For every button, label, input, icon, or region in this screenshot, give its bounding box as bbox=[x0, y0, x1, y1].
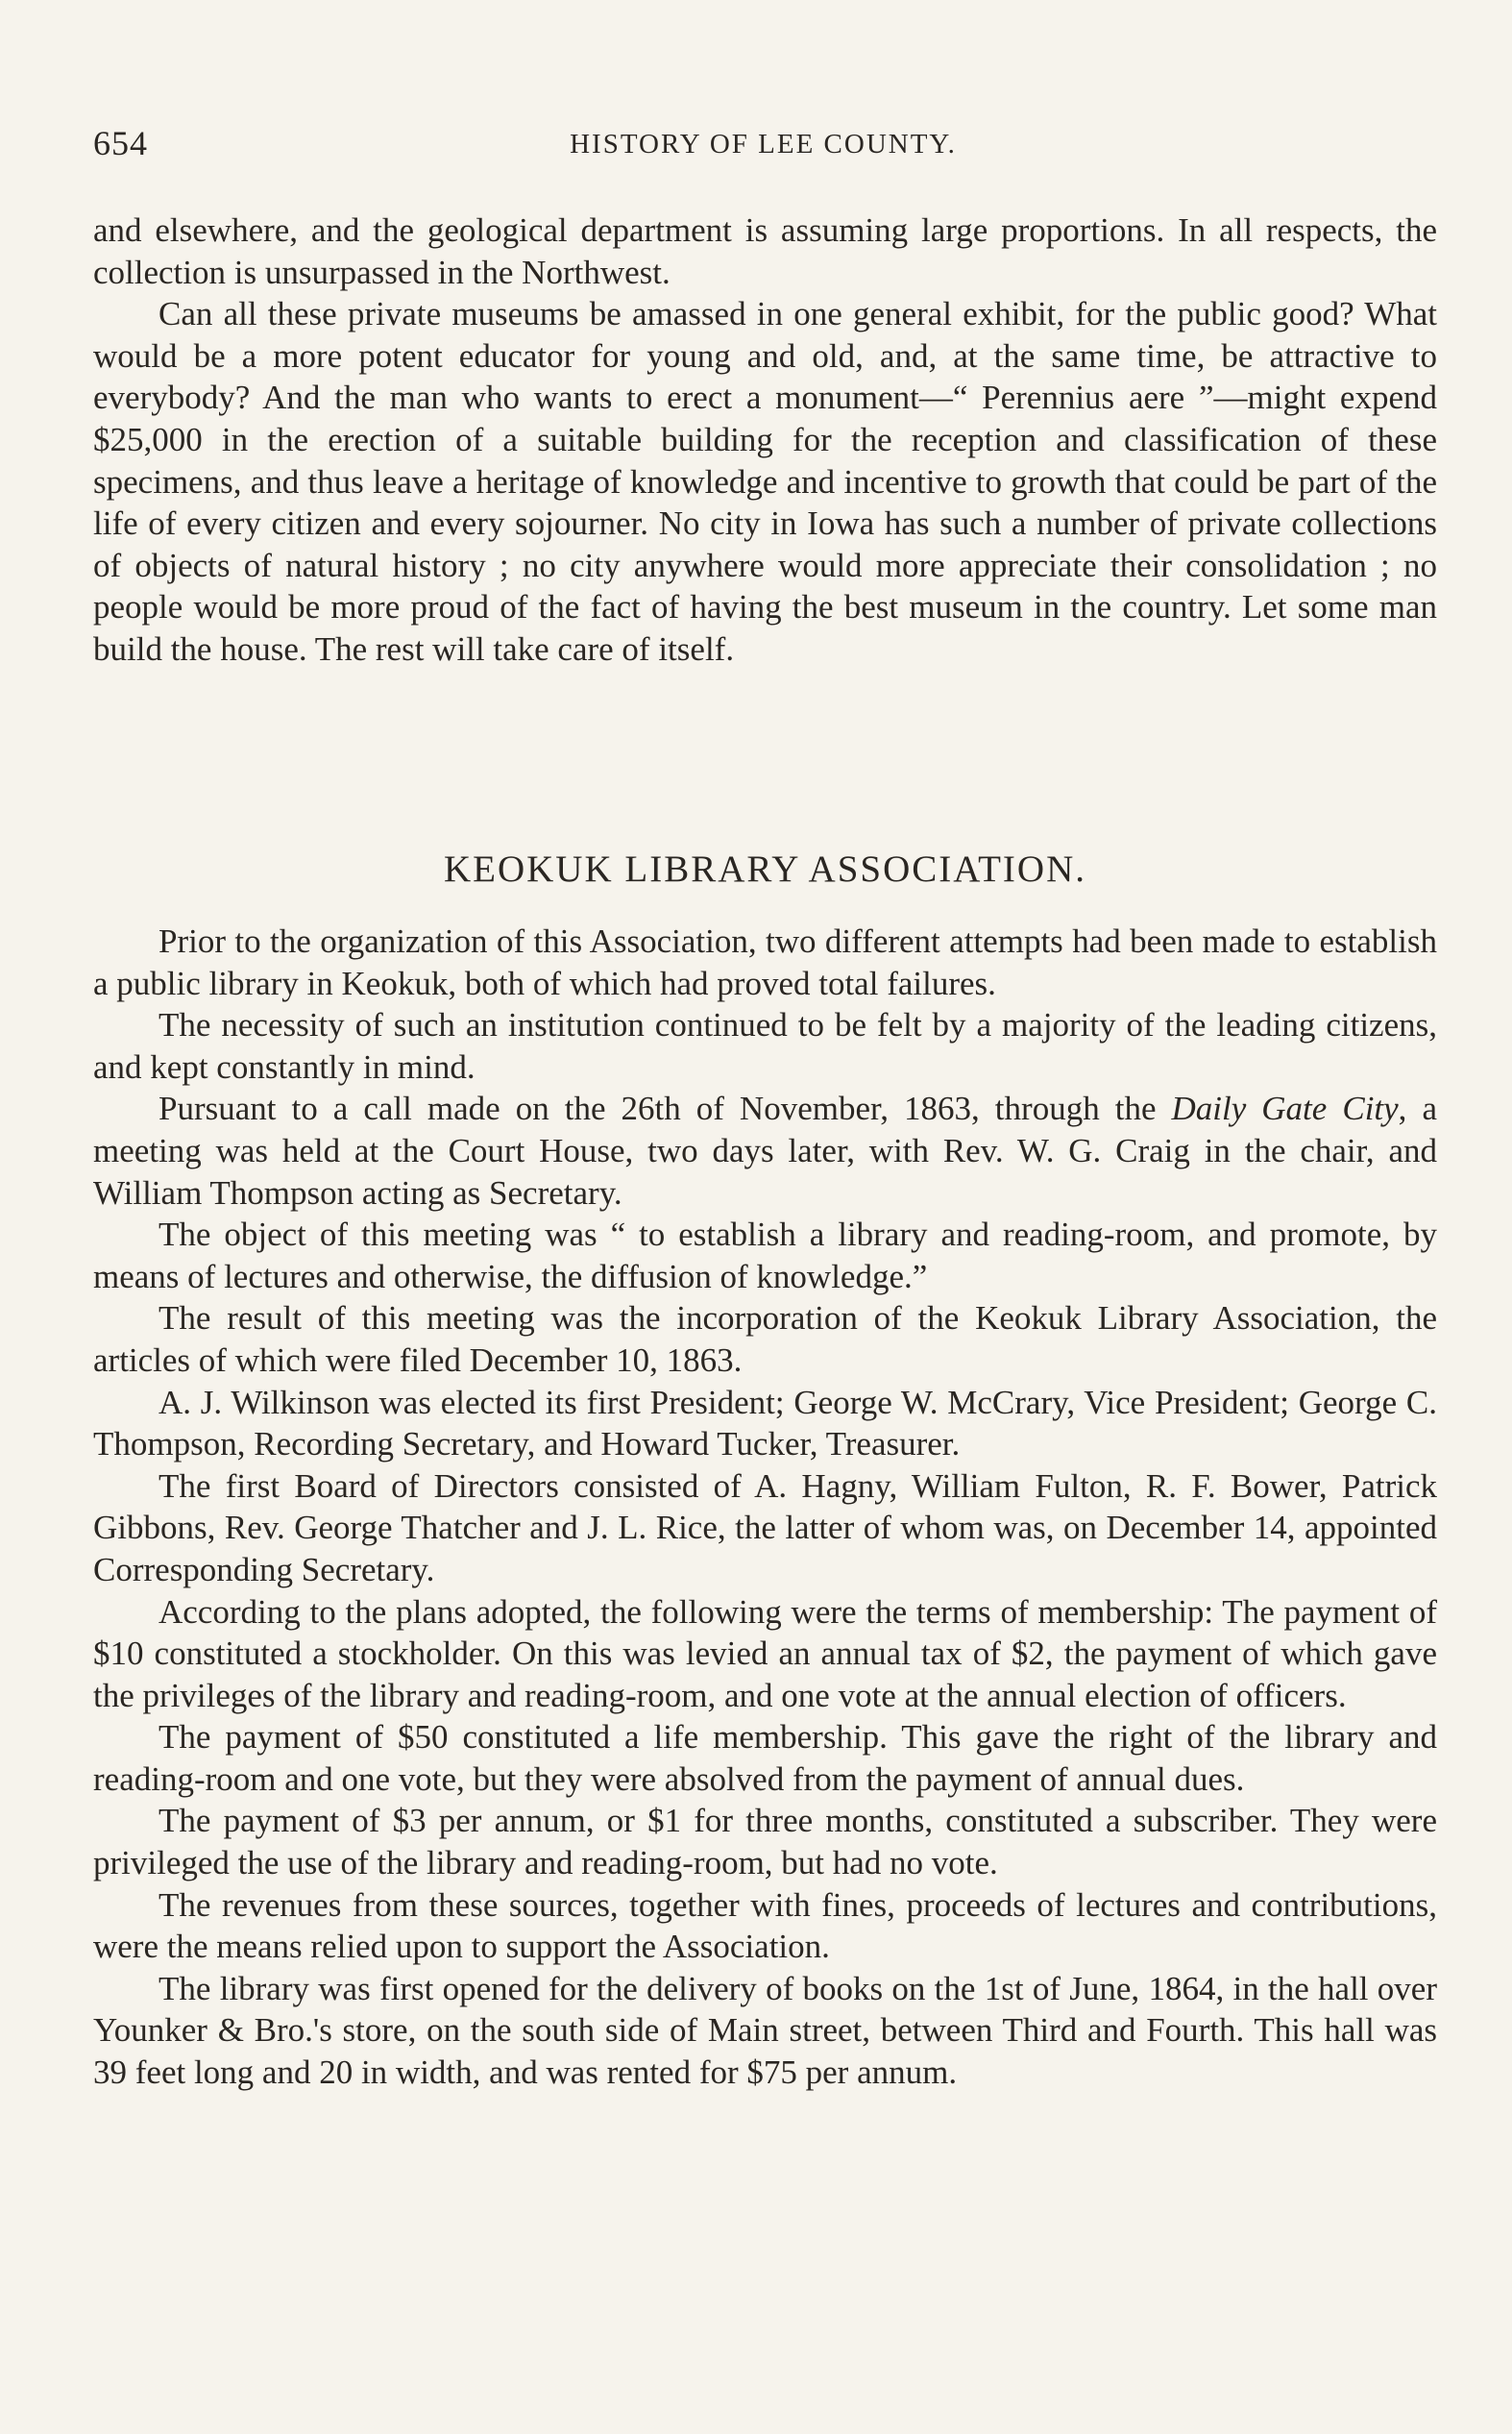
meeting-call-text-end: , a meeting was held at the Court House, two days later, with Rev. W. G. Craig in the chair, and William Thompson acting as Secretary. bbox=[93, 1090, 1437, 1212]
section-heading: KEOKUK LIBRARY ASSOCIATION. bbox=[443, 848, 1086, 890]
intro-text bbox=[93, 209, 1437, 671]
paragraph-prior-attempts: Prior to the organization of this Association, two different attempts had been made to establish a public library in Keokuk, both of which had proved total failures. bbox=[93, 922, 1437, 1002]
continued-paragraph: and elsewhere, and the geological department is assuming large proportions. In all respects, the collection is unsurpassed in the Northwest. bbox=[93, 211, 1437, 291]
section-body bbox=[93, 921, 1437, 2094]
running-title: HISTORY OF LEE COUNTY. bbox=[570, 129, 957, 160]
paragraph-officers: A. J. Wilkinson was elected its first President; George W. McCrary, Vice President; George C. Thompson, Recording Secretary, and Howard Tucker, Treasurer. bbox=[93, 1383, 1437, 1463]
paragraph-subscriber: The payment of $3 per annum, or $1 for three months, constituted a subscriber. They were privileged the use of the library and reading-room, but had no vote. bbox=[93, 1802, 1437, 1882]
paragraph-meeting-object: The object of this meeting was “ to establish a library and reading-room, and promote, by means of lectures and otherwise, the diffusion of knowledge.” bbox=[93, 1216, 1437, 1295]
paragraph-necessity: The necessity of such an institution continued to be felt by a majority of the leading citizens, and kept constantly in mind. bbox=[93, 1006, 1437, 1086]
meeting-call-text: Pursuant to a call made on the 26th of November, 1863, through the bbox=[159, 1090, 1172, 1128]
paragraph-directors: The first Board of Directors consisted of A. Hagny, William Fulton, R. F. Bower, Patrick Gibbons, Rev. George Thatcher and J. L. Rice, the latter of whom was, on December 14, appointed Corresponding Secretary. bbox=[93, 1466, 1437, 1588]
paragraph-membership-terms: According to the plans adopted, the following were the terms of membership: The payment of $10 constituted a stockholder. On this was levied an annual tax of $2, the payment of which gave the privileges of the library and reading-room, and one vote at the annual election of officers. bbox=[93, 1592, 1437, 1714]
paragraph-life-membership: The payment of $50 constituted a life membership. This gave the right of the library and reading-room and one vote, but they were absolved from the payment of annual dues. bbox=[93, 1718, 1437, 1798]
paragraph-incorporation: The result of this meeting was the incorporation of the Keokuk Library Association, the articles of which were filed December 10, 1863. bbox=[93, 1299, 1437, 1379]
museum-paragraph: Can all these private museums be amassed in one general exhibit, for the public good? What would be a more potent educator for young and old, and, at the same time, be attractive to everybody? And the man who wants to erect a monument—“ Perennius aere ”—might expend $25,000 in the erection of a suitable building for the reception and classification of these specimens, and thus leave a heritage of knowledge and incentive to growth that could be part of the life of every citizen and every sojourner. No city in Iowa has such a number of private collections of objects of natural history ; no city anywhere would more appreciate their consolidation ; no people would be more proud of the fact of having the best museum in the country. Let some man build the house. The rest will take care of itself. bbox=[93, 295, 1437, 668]
paragraph-library-opening: The library was first opened for the delivery of books on the 1st of June, 1864, in the hall over Younker & Bro.'s store, on the south side of Main street, between Third and Fourth. This hall was 39 feet long and 20 in width, and was rented for $75 per annum. bbox=[93, 1969, 1437, 2092]
running-head bbox=[93, 123, 1433, 171]
page-number: 654 bbox=[93, 124, 148, 162]
paragraph-meeting-call bbox=[93, 1088, 1437, 1214]
newspaper-title: Daily Gate City bbox=[1171, 1090, 1399, 1128]
paragraph-revenues: The revenues from these sources, together with fines, proceeds of lectures and contributions, were the means relied upon to support the Association. bbox=[93, 1885, 1437, 1966]
